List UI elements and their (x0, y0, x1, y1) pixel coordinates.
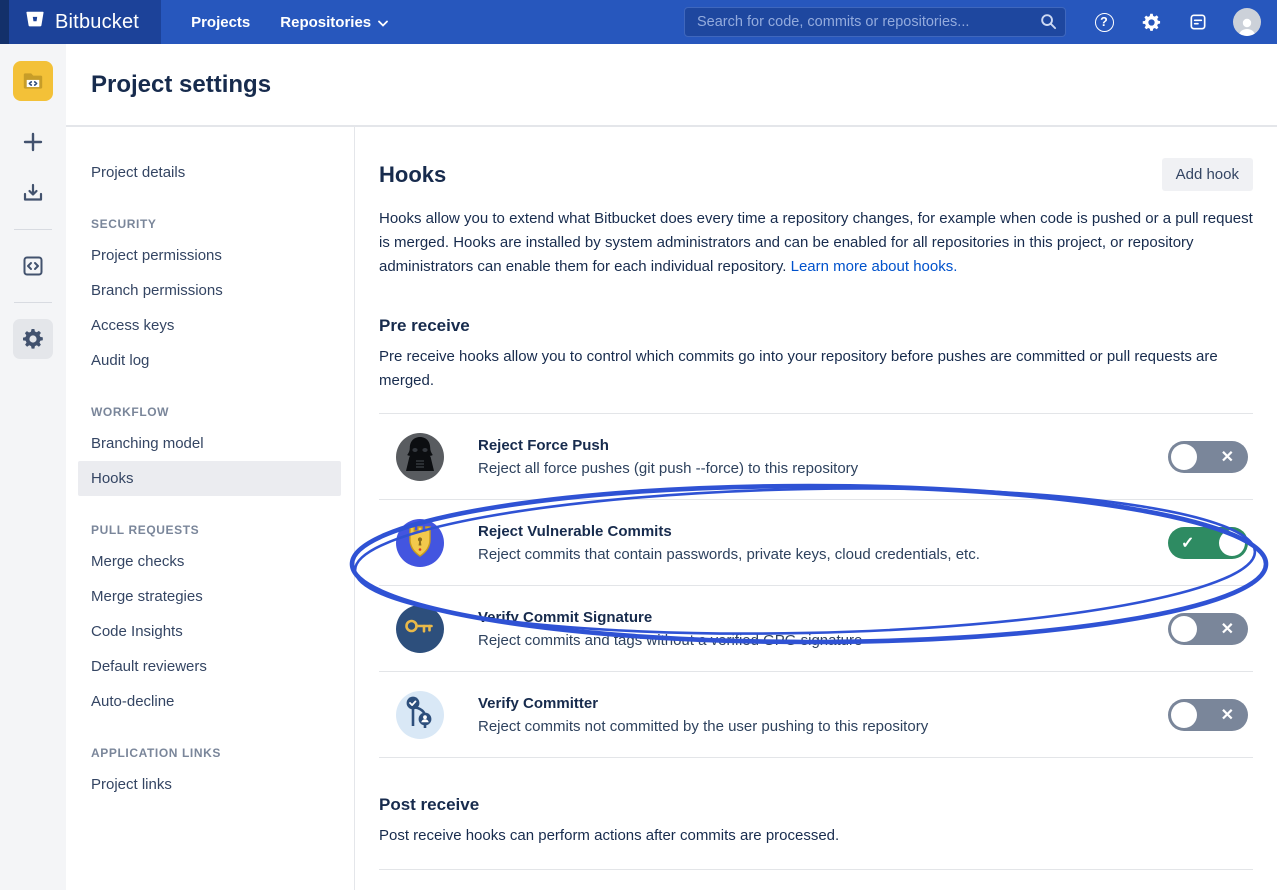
hook-row (379, 500, 1253, 586)
settings-menu-item[interactable]: Hooks (78, 461, 341, 496)
hook-toggle[interactable] (1168, 613, 1248, 645)
learn-more-link[interactable]: Learn more about hooks. (790, 258, 958, 275)
hook-name: Verify Commit Signature (478, 608, 653, 626)
pre-receive-description: Pre receive hooks allow you to control which commits go into your repository before pushes are committed or pull requests are merged. (379, 348, 1218, 389)
settings-menu-item[interactable]: Project links (91, 776, 172, 793)
settings-menu-item[interactable]: Default reviewers (91, 658, 207, 675)
search-icon[interactable] (1040, 13, 1057, 35)
app-sidebar (0, 44, 66, 890)
settings-menu-item[interactable]: Project details (91, 164, 186, 181)
x-icon: ✕ (1220, 706, 1234, 724)
settings-menu-item[interactable]: Branch permissions (91, 282, 223, 299)
user-avatar[interactable] (1233, 8, 1261, 36)
main-content (355, 127, 1277, 890)
post-receive-description: Post receive hooks can perform actions after commits are processed. (379, 827, 840, 844)
plus-icon[interactable] (13, 122, 53, 162)
settings-menu (66, 127, 355, 890)
hook-name: Verify Committer (478, 694, 599, 712)
project-avatar-folder-code-icon[interactable] (13, 61, 53, 101)
settings-menu-item[interactable]: Merge checks (91, 553, 185, 570)
pre-receive-title: Pre receive (379, 316, 470, 335)
download-icon[interactable] (13, 173, 53, 213)
sidebar-divider (14, 229, 52, 230)
settings-menu-section-header: SECURITY (91, 217, 157, 231)
settings-menu-item[interactable]: Auto-decline (91, 693, 175, 710)
feedback-icon[interactable] (1186, 10, 1210, 34)
hook-description: Reject commits that contain passwords, private keys, cloud credentials, etc. (478, 545, 980, 563)
settings-menu-item[interactable]: Access keys (91, 317, 175, 334)
code-brackets-icon[interactable] (13, 246, 53, 286)
hook-list (379, 413, 1253, 758)
settings-menu-section-header: PULL REQUESTS (91, 523, 200, 537)
darth-vader-icon (396, 433, 444, 481)
settings-menu-item[interactable]: Branching model (91, 435, 204, 452)
hook-name: Reject Force Push (478, 436, 609, 454)
hook-row (379, 586, 1253, 672)
navbar-edge-strip (0, 0, 9, 44)
brand-name: Bitbucket (55, 10, 140, 33)
settings-menu-item[interactable]: Audit log (91, 352, 150, 369)
hook-toggle[interactable] (1168, 699, 1248, 731)
hook-description: Reject commits and tags without a verified GPG signature (478, 631, 863, 649)
hook-avatar (396, 433, 444, 481)
sidebar-divider (14, 302, 52, 303)
global-search (684, 7, 1066, 37)
toggle-knob (1171, 444, 1197, 470)
toggle-knob (1219, 530, 1245, 556)
settings-menu-item[interactable]: Code Insights (91, 623, 183, 640)
settings-menu-section-header: WORKFLOW (91, 405, 170, 419)
shield-icon (396, 519, 444, 567)
hook-row (379, 414, 1253, 500)
hook-description: Reject commits not committed by the user pushing to this repository (478, 717, 929, 735)
x-icon: ✕ (1220, 620, 1234, 638)
add-hook-button[interactable]: Add hook (1162, 158, 1253, 191)
toggle-knob (1171, 702, 1197, 728)
hook-avatar (396, 605, 444, 653)
post-receive-title: Post receive (379, 795, 480, 814)
bitbucket-bucket-icon (24, 9, 46, 36)
help-icon[interactable]: ? (1092, 10, 1116, 34)
hook-toggle[interactable] (1168, 527, 1248, 559)
check-icon: ✓ (1181, 534, 1195, 552)
hook-avatar (396, 691, 444, 739)
search-input[interactable] (684, 7, 1066, 37)
nav-item-projects[interactable]: Projects (191, 13, 251, 31)
hook-row (379, 672, 1253, 758)
x-icon: ✕ (1220, 448, 1234, 466)
hooks-intro: Hooks allow you to extend what Bitbucket does every time a repository changes, for example when code is pushed or a pull request is merged. Hooks are installed by system administrators and can be enabled for all repositories in this project, or repository administrators can enable them for each individual repository. Learn more about hooks. (379, 210, 1253, 275)
hook-name: Reject Vulnerable Commits (478, 522, 672, 540)
navbar-actions (1092, 8, 1261, 36)
gear-icon[interactable] (13, 319, 53, 359)
toggle-knob (1171, 616, 1197, 642)
chevron-down-icon (378, 14, 388, 31)
settings-icon[interactable] (1139, 10, 1163, 34)
bitbucket-logo[interactable] (9, 0, 161, 44)
hook-avatar (396, 519, 444, 567)
settings-menu-item[interactable]: Merge strategies (91, 588, 203, 605)
git-graph-icon (396, 691, 444, 739)
key-icon (396, 605, 444, 653)
settings-menu-item[interactable]: Project permissions (91, 247, 222, 264)
page-header (66, 44, 1277, 127)
section-divider (379, 869, 1253, 870)
settings-menu-section-header: APPLICATION LINKS (91, 746, 221, 760)
page-title: Project settings (91, 71, 272, 98)
nav-item-repositories[interactable]: Repositories (280, 14, 388, 31)
hook-toggle[interactable] (1168, 441, 1248, 473)
hook-description: Reject all force pushes (git push --force) to this repository (478, 459, 859, 477)
hooks-title: Hooks (379, 161, 447, 187)
top-navbar (0, 0, 1277, 44)
